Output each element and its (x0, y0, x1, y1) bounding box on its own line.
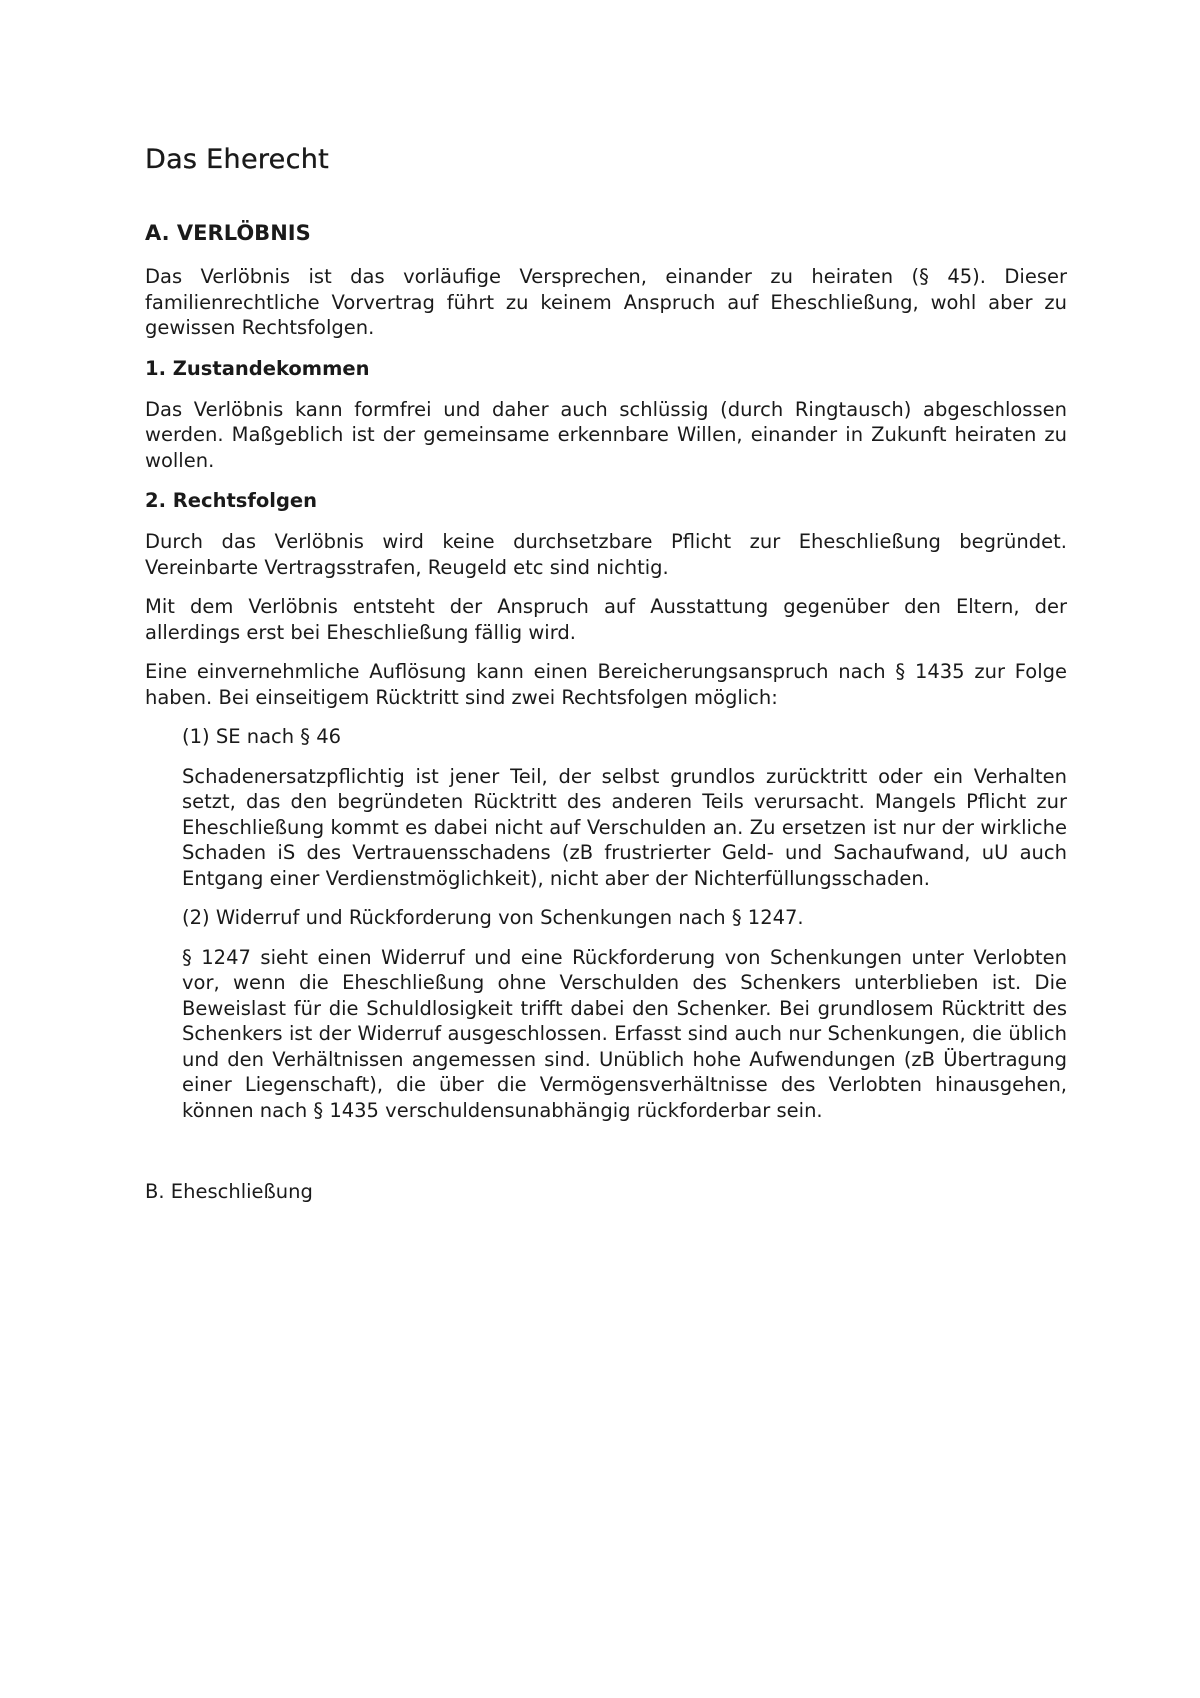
subsection-2-heading: 2. Rechtsfolgen (145, 489, 318, 512)
section-a-intro: Das Verlöbnis ist das vorläufige Versprechen, einander zu heiraten (§ 45). Dieser familienrechtliche Vorvertrag führt zu keinem Anspruch auf Eheschließung, wohl aber zu gewissen Rechtsfolgen. (145, 265, 1067, 339)
subsection-2-paragraph-2: Mit dem Verlöbnis entsteht der Anspruch auf Ausstattung gegenüber den Eltern, der allerdings erst bei Eheschließung fällig wird. (145, 595, 1067, 644)
subsection-2-paragraph-1: Durch das Verlöbnis wird keine durchsetzbare Pflicht zur Eheschließung begründet. Vereinbarte Vertragsstrafen, Reugeld etc sind nichtig. (145, 530, 1067, 579)
subsection-1-text: Das Verlöbnis kann formfrei und daher auch schlüssig (durch Ringtausch) abgeschlossen werden. Maßgeblich ist der gemeinsame erkennbare Willen, einander in Zukunft heiraten zu wollen. (145, 397, 1067, 472)
item-1-text: Schadenersatzpflichtig ist jener Teil, der selbst grundlos zurücktritt oder ein Verhalten setzt, das den begründeten Rücktritt des anderen Teils verursacht. Mangels Pflicht zur Eheschließung kommt es dabei nicht auf Verschulden an. Zu ersetzen ist nur der wirkliche Schaden iS des Vertrauensschadens (zB frustrierter Geld- und Sachaufwand, uU auch Entgang einer Verdienstmöglichkeit), nicht aber der Nichterfüllungsschaden. (182, 764, 1067, 890)
section-a-heading: A. VERLÖBNIS (145, 221, 311, 245)
document-title: Das Eherecht (145, 144, 330, 175)
item-2-label: (2) Widerruf und Rückforderung von Schenkungen nach § 1247. (182, 906, 804, 929)
item-2-text: § 1247 sieht einen Widerruf und eine Rückforderung von Schenkungen unter Verlobten vor, wenn die Eheschließung ohne Verschulden des Schenkers unterblieben ist. Die Beweislast für die Schuldlosigkeit trifft dabei den Schenker. Bei grundlosem Rücktritt des Schenkers ist der Widerruf ausgeschlossen. Erfasst sind auch nur Schenkungen, die üblich und den Verhältnissen angemessen sind. Unüblich hohe Aufwendungen (zB Übertragung einer Liegenschaft), die über die Vermögensverhältnisse des Verlobten hinausgehen, können nach § 1435 verschuldensunabhängig rückforderbar sein. (182, 945, 1067, 1122)
item-1-label: (1) SE nach § 46 (182, 725, 342, 748)
subsection-1-heading: 1. Zustandekommen (145, 356, 370, 380)
section-b-heading: B. Eheschließung (145, 1180, 313, 1203)
document-page (145, 140, 1067, 1205)
subsection-2-paragraph-3: Eine einvernehmliche Auflösung kann einen Bereicherungsanspruch nach § 1435 zur Folge haben. Bei einseitigem Rücktritt sind zwei Rechtsfolgen möglich: (145, 660, 1067, 709)
